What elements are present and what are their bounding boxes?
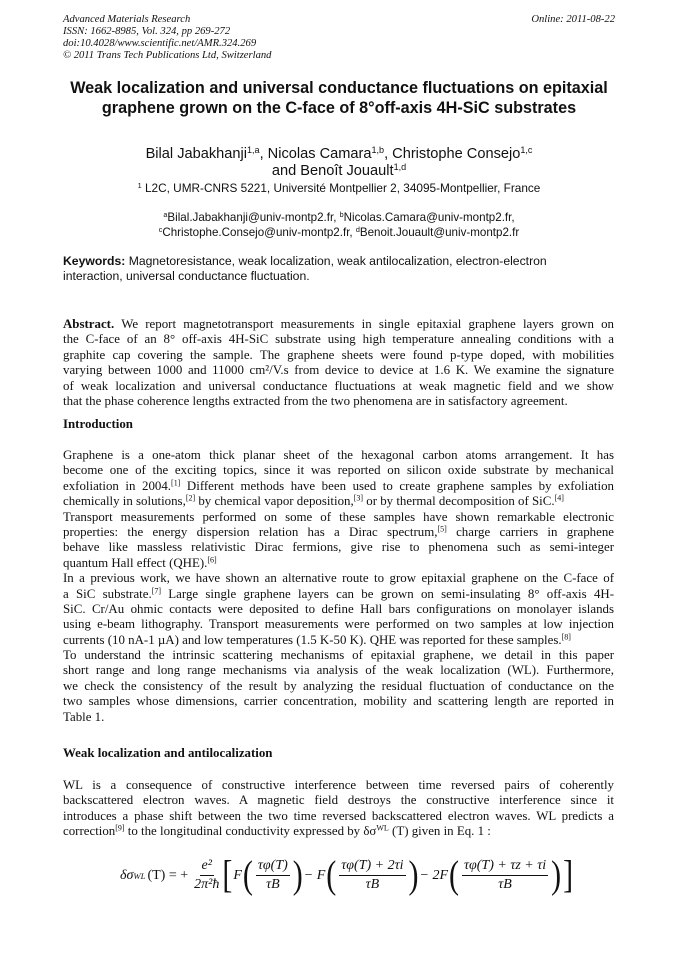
affil-sup: 1 <box>137 180 142 190</box>
introduction-body <box>63 448 614 725</box>
text-segment: quantum Hall effect (QHE). <box>63 555 208 570</box>
text-segment: In a previous work, we have shown an alternative route to grow epitaxial graphene on the C-face of <box>63 571 614 586</box>
abstract-label: Abstract. <box>63 317 115 331</box>
text-segment: by chemical vapor deposition, <box>195 494 354 509</box>
text-line <box>63 824 614 839</box>
email[interactable]: Christophe.Consejo@univ-montp2.fr, <box>162 226 356 239</box>
text-segment: short range and long range mechanisms via analysis of the weak localization (WL). Furthermore, <box>63 663 614 678</box>
eq-op: − 2F <box>419 867 449 883</box>
text-segment: Transport measurements performed on some of these samples have shown remarkable electronic <box>63 509 614 524</box>
author-sup: 1,a <box>246 145 260 156</box>
section-heading-introduction: Introduction <box>63 417 133 431</box>
text-line <box>63 540 614 555</box>
text-line <box>63 479 614 494</box>
keywords-text: Magnetoresistance, weak localization, weak antilocalization, electron-electron <box>125 254 547 268</box>
title-line: Weak localization and universal conductance fluctuations on epitaxial <box>70 79 608 97</box>
citation-superscript: [3] <box>353 493 364 503</box>
text-line <box>63 663 614 678</box>
text-line <box>63 363 614 378</box>
citation-superscript: [7] <box>151 586 162 596</box>
journal-name: Advanced Materials Research <box>63 14 191 25</box>
text-segment: introduces a phase shift between the two time reversed backscattered electron waves. WL predicts a <box>63 808 614 823</box>
text-segment: To understand the intrinsic scattering mechanisms of epitaxial graphene, we detail in this paper <box>63 648 614 663</box>
affiliation <box>40 181 638 195</box>
keywords <box>63 254 623 284</box>
keywords-text: interaction, universal conductance fluctuation. <box>63 269 310 283</box>
text-line <box>63 679 614 694</box>
eq-frac <box>256 858 290 893</box>
author: Bilal Jabakhanji <box>145 146 247 162</box>
email-sup: d <box>355 225 360 235</box>
author-list <box>40 146 638 180</box>
text-segment: two samples whose dimensions, carrier concentration, mobility and scattering length are reported in <box>63 694 614 709</box>
doi: doi:10.4028/www.scientific.net/AMR.324.269 <box>63 38 257 49</box>
text-line <box>63 793 614 808</box>
text-segment: the C-face of an 8° off-axis 4H-SiC substrate using high temperature annealing conditions with a <box>63 332 614 347</box>
text-line <box>63 332 614 347</box>
text-line <box>63 809 614 824</box>
eq-den: τB <box>365 877 380 892</box>
eq-lhs-arg: (T) = + <box>147 867 189 883</box>
text-segment: backscattered electron waves. A magnetic field destroys the constructive interference since it <box>63 793 614 808</box>
text-segment: behave like massless relativistic Dirac fermions, give rise to phenomena such as semi-integer <box>63 540 614 555</box>
text-segment: varying between 1000 and 11000 cm²/V.s from device to device at 1.6 K. We examine the signature <box>63 363 614 378</box>
eq-den: τB <box>498 877 512 892</box>
text-line <box>63 602 614 617</box>
author-sup: 1,b <box>371 145 385 156</box>
eq-num: τφ(T) <box>256 858 290 876</box>
text-segment: WL is a consequence of constructive interference between time reversed pairs of coherently <box>63 778 614 792</box>
text-line <box>63 571 614 586</box>
text-segment: currents (10 nA-1 µA) and low temperatures (1.5 K-50 K). QHE was reported for these samples. <box>63 632 562 647</box>
text-segment: Large single graphene layers can be grown on semi-insulating 8° off-axis 4H- <box>161 586 614 601</box>
text-line <box>63 525 614 540</box>
text-segment: correction <box>63 824 116 839</box>
author: , Nicolas Camara <box>259 146 372 162</box>
text-line <box>63 448 614 463</box>
abstract <box>63 317 614 409</box>
text-segment: Different methods have been used to create graphene samples by exfoliation <box>180 478 614 493</box>
citation-superscript: [5] <box>437 524 447 534</box>
eq-paren: ) <box>292 853 303 897</box>
text-segment: Table 1. <box>63 709 105 724</box>
text-segment: that the phase coherence lengths extracted from the two phenomena are in satisfactory agreement. <box>63 393 568 408</box>
text-line <box>63 587 614 602</box>
text-line <box>63 394 614 409</box>
text-line <box>63 463 614 478</box>
text-line <box>63 694 614 709</box>
title-line: graphene grown on the C-face of 8°off-axis 4H-SiC substrates <box>101 99 577 117</box>
text-segment: using e-beam lithography. Transport measurements were performed on two samples at low injection <box>63 617 614 632</box>
eq-paren: ) <box>408 853 419 897</box>
eq-prefactor <box>194 858 219 893</box>
eq-frac <box>462 858 548 893</box>
text-segment: graphite cap covering the sample. The graphene sheets were found p-type doped, with mobilities <box>63 347 614 362</box>
text-segment: or by thermal decomposition of SiC. <box>363 494 555 509</box>
eq-den: τB <box>266 877 280 892</box>
eq-num: e² <box>200 858 214 876</box>
text-line <box>63 648 614 663</box>
equation-1: δσ WL (T) = + $\frac{\text{e²}}{\text{2π²ħ}}$ [ F ( $\frac{\tau\varphi(T)}{\tau B}$ ) − F ( $\frac{\tau\varphi(T) + 2\tau i}{\tau B}$ ) − 2F ( $\frac{\tau\varphi(T) + \tau z + \tau i}{\tau B}$ ) ] <box>120 853 574 897</box>
text-line <box>63 510 614 525</box>
citation-superscript: WL <box>376 823 389 833</box>
section-heading-weak-localization: Weak localization and antilocalization <box>63 746 273 760</box>
citation-superscript: [8] <box>561 632 571 642</box>
email[interactable]: Benoit.Jouault@univ-montp2.fr <box>359 226 520 239</box>
author-sup: 1,c <box>520 145 533 156</box>
text-line <box>63 710 614 725</box>
text-segment: SiC. Cr/Au ohmic contacts were deposited to define Hall bars configurations on monolayer islands <box>63 601 614 616</box>
online-date: Online: 2011-08-22 <box>531 14 615 25</box>
eq-paren: ( <box>326 853 337 897</box>
text-segment: of weak localization and universal conductance fluctuations at weak magnetic field and we show <box>63 378 614 393</box>
text-line <box>63 617 614 632</box>
text-segment: a SiC substrate. <box>63 586 152 601</box>
eq-num: τφ(T) + τz + τi <box>462 858 548 876</box>
author: and Benoît Jouault <box>271 163 394 179</box>
text-segment: Graphene is a one-atom thick planar sheet of the hexagonal carbon atoms arrangement. It has <box>63 448 614 462</box>
text-line <box>63 633 614 648</box>
text-segment: chemically in solutions, <box>63 494 186 509</box>
text-segment: exfoliation in 2004. <box>63 478 172 493</box>
eq-paren: ( <box>449 853 460 897</box>
email[interactable]: Bilal.Jabakhanji@univ-montp2.fr, <box>167 211 340 224</box>
email-sup: c <box>158 225 163 235</box>
keywords-label: Keywords: <box>63 254 126 268</box>
citation-superscript: [4] <box>554 493 564 503</box>
paper-title <box>40 78 638 118</box>
text-line <box>63 778 614 793</box>
text-segment: become one of the exciting topics, since it was reported on silicon oxide substrate by mechanical <box>63 463 614 478</box>
eq-paren: ) <box>551 853 562 897</box>
eq-frac <box>339 858 405 893</box>
eq-bracket: [ <box>222 853 233 897</box>
text-line <box>63 317 614 332</box>
citation-superscript: [1] <box>171 478 181 488</box>
eq-paren: ( <box>242 853 253 897</box>
citation-superscript: [2] <box>185 493 196 503</box>
email-sup: a <box>163 210 168 220</box>
citation-superscript: [6] <box>207 555 217 565</box>
author-sup: 1,d <box>393 162 407 173</box>
text-segment: properties: the energy dispersion relation has a Dirac spectrum, <box>63 524 438 539</box>
eq-den: 2π²ħ <box>194 877 220 892</box>
text-segment: we check the consistency of the result by analyzing the residual fluctuation of conductance on the <box>63 678 614 693</box>
text-segment: to the longitudinal conductivity expressed by δσ <box>124 824 377 839</box>
copyright: © 2011 Trans Tech Publications Ltd, Switzerland <box>63 50 272 61</box>
eq-f: F <box>233 867 242 883</box>
wl-body <box>63 778 614 840</box>
affil-text: L2C, UMR-CNRS 5221, Université Montpellier 2, 34095-Montpellier, France <box>141 181 541 195</box>
issn: ISSN: 1662-8985, Vol. 324, pp 269-272 <box>63 26 231 37</box>
text-line <box>63 494 614 509</box>
text-segment: charge carriers in graphene <box>446 524 614 539</box>
email[interactable]: Nicolas.Camara@univ-montp2.fr, <box>343 211 515 224</box>
text-segment: (T) given in Eq. 1 : <box>388 824 491 839</box>
eq-bracket: ] <box>563 853 574 897</box>
eq-lhs: δσ <box>120 867 134 883</box>
author: , Christophe Consejo <box>384 146 521 162</box>
citation-superscript: [9] <box>115 823 125 833</box>
text-line <box>63 556 614 571</box>
email-sup: b <box>339 210 344 220</box>
eq-op: − F <box>303 867 326 883</box>
author-emails <box>40 210 638 240</box>
eq-num: τφ(T) + 2τi <box>339 858 405 876</box>
text-line <box>63 379 614 394</box>
text-segment: We report magnetotransport measurements in single epitaxial graphene layers grown on <box>114 317 614 331</box>
publication-header <box>63 14 271 62</box>
text-line <box>63 348 614 363</box>
